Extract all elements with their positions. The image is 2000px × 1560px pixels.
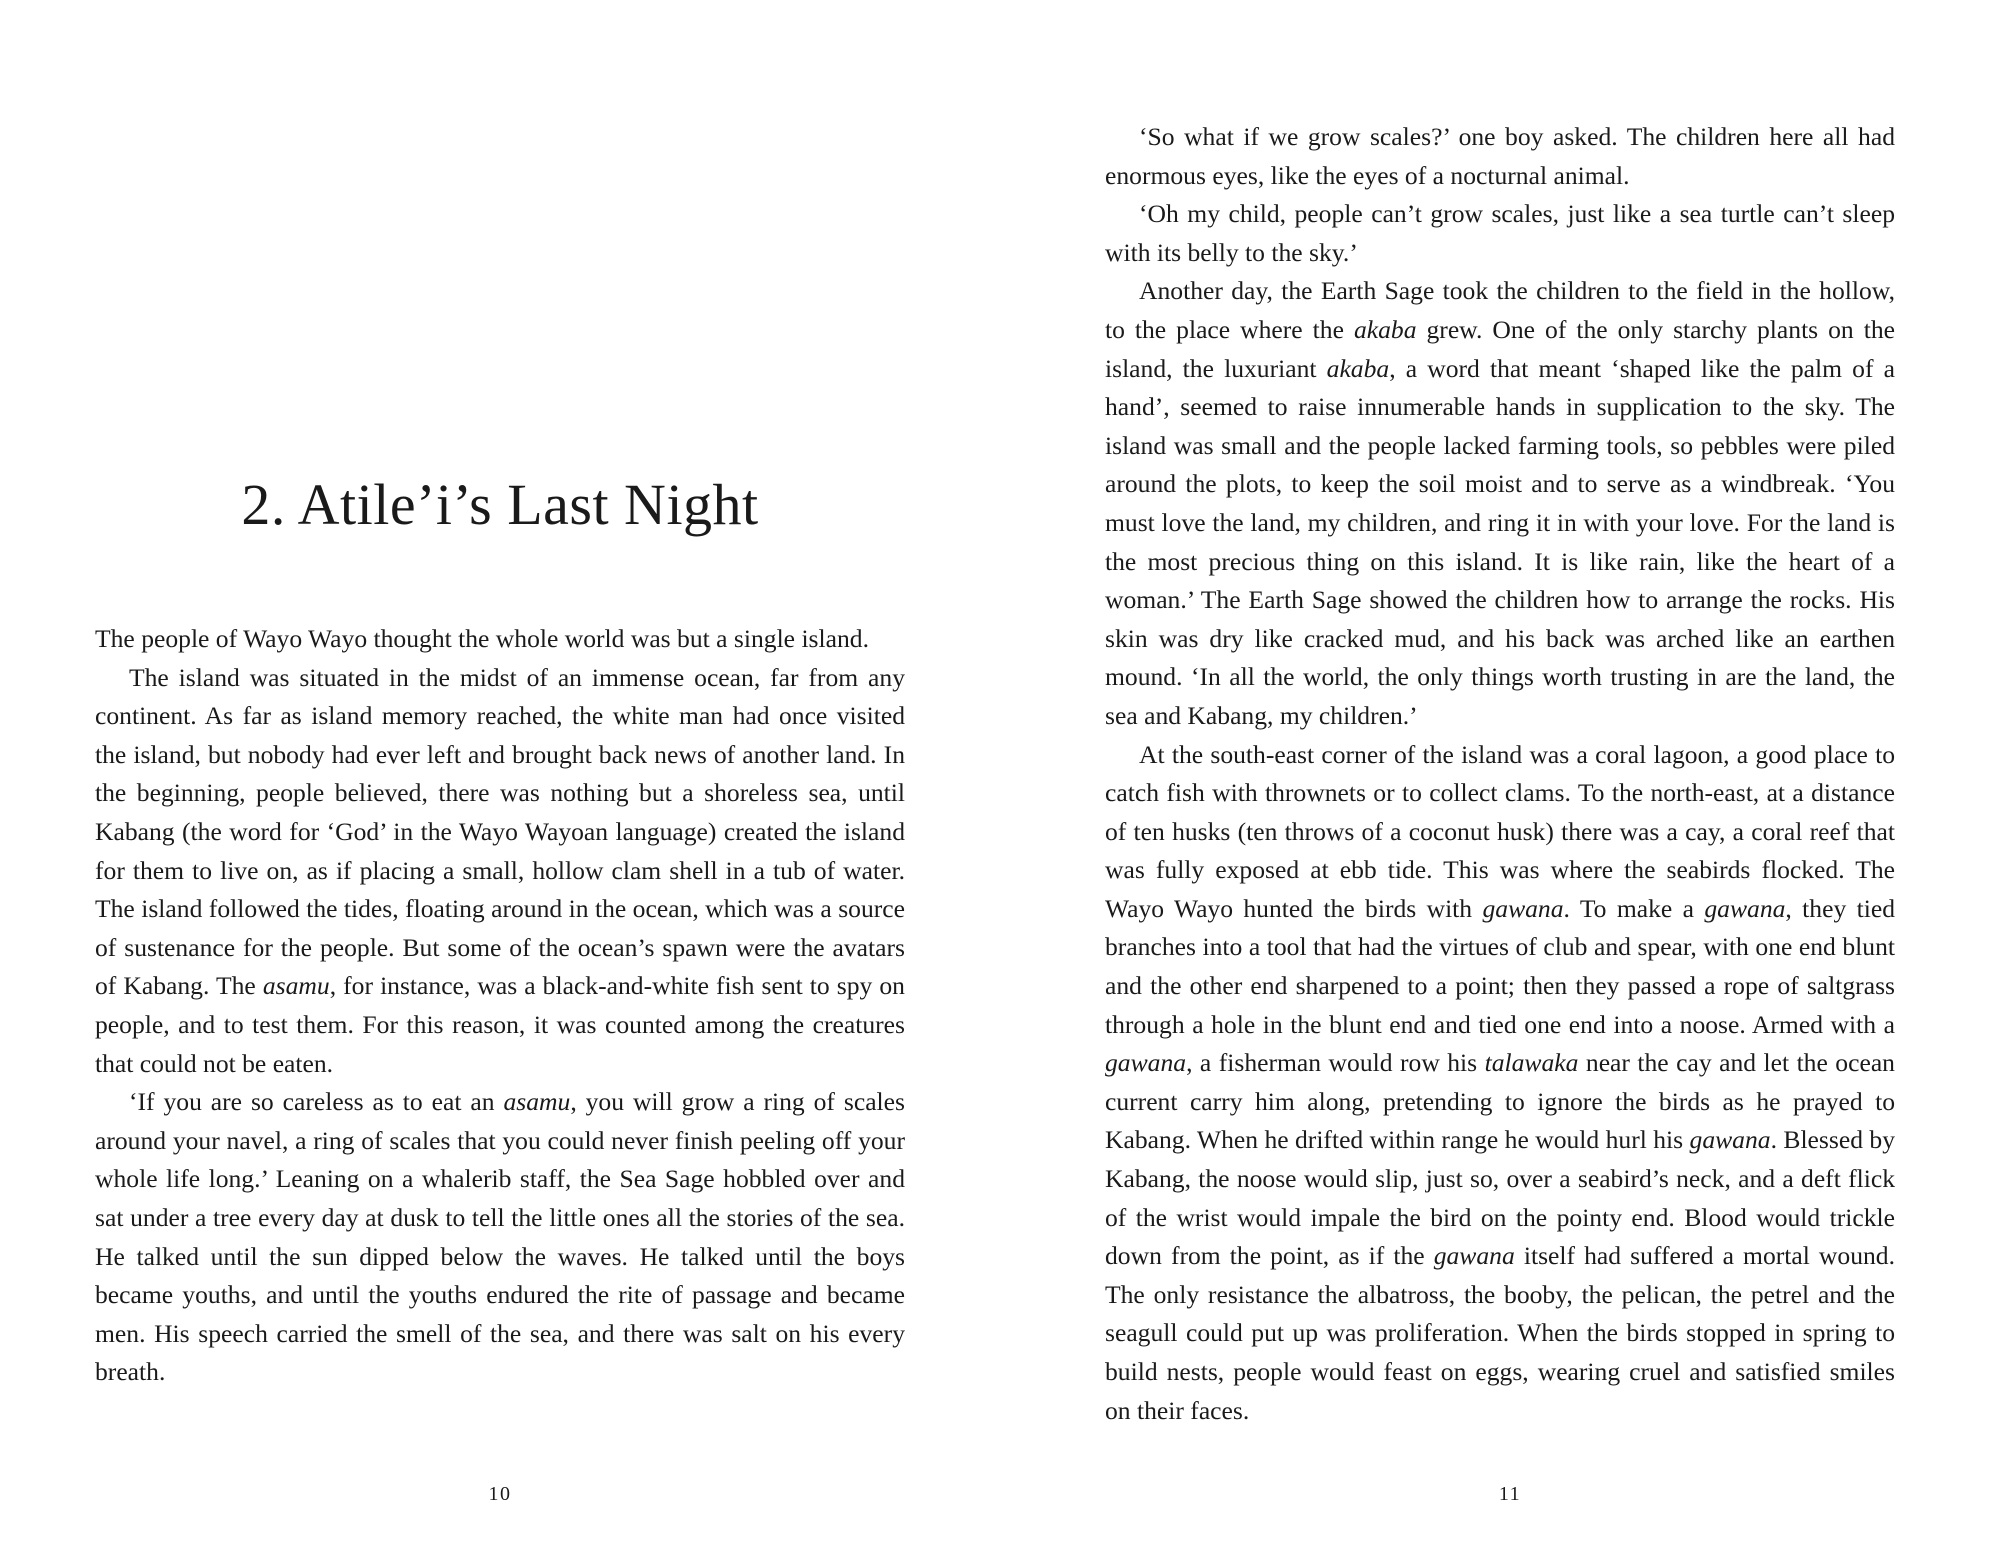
- paragraph: At the south-east corner of the island was a coral lagoon, a good place to catch fish with thrownets or to collect clams. To the north-east, at a distance of ten husks (ten throws of a coconut husk) there was a cay, a coral reef that was fully exposed at ebb tide. This was where the seabirds flocked. The Wayo Wayo hunted the birds with gawana. To make a gawana, they tied branches into a tool that had the virtues of club and spear, with one end blunt and the other end sharpened to a point; then they passed a rope of saltgrass through a hole in the blunt end and tied one end into a noose. Armed with a gawana, a fisherman would row his talawaka near the cay and let the ocean current carry him along, pretending to ignore the birds as he prayed to Kabang. When he drifted within range he would hurl his gawana. Blessed by Kabang, the noose would slip, just so, over a seabird’s neck, and a deft flick of the wrist would impale the bird on the pointy end. Blood would trickle down from the point, as if the gawana itself had suffered a mortal wound. The only resistance the albatross, the booby, the pelican, the petrel and the seagull could put up was proliferation. When the birds stopped in spring to build nests, people would feast on eggs, wearing cruel and satisfied smiles on their faces.: [1105, 739, 1895, 1425]
- italic-term: gawana: [1433, 1241, 1515, 1271]
- right-page: [1000, 0, 2000, 1560]
- italic-term: talawaka: [1484, 1048, 1579, 1078]
- italic-term: gawana: [1482, 893, 1564, 923]
- paragraph: The people of Wayo Wayo thought the whole world was but a single island.: [95, 624, 869, 653]
- italic-term: asamu: [503, 1087, 571, 1117]
- page-number: 10: [488, 1483, 512, 1505]
- right-body-text: [1105, 118, 1895, 1430]
- left-body-text: [95, 620, 905, 1392]
- italic-term: asamu: [262, 971, 330, 1001]
- paragraph: Another day, the Earth Sage took the children to the field in the hollow, to the place where the akaba grew. One of the only starchy plants on the island, the luxuriant akaba, a word that meant ‘shaped like the palm of a hand’, seemed to raise innumerable hands in supplication to the sky. The island was small and the people lacked farming tools, so pebbles were piled around the plots, to keep the soil moist and to serve as a windbreak. ‘You must love the land, my children, and ring it in with your love. For the land is the most precious thing on this island. It is like rain, like the heart of a woman.’ The Earth Sage showed the children how to arrange the rocks. His skin was dry like cracked mud, and his back was arched like an earthen mound. ‘In all the world, the only things worth trusting in are the land, the sea and Kabang, my children.’: [1105, 276, 1895, 730]
- italic-term: gawana: [1105, 1048, 1187, 1078]
- paragraph: ‘So what if we grow scales?’ one boy asked. The children here all had enormous eyes, like the eyes of a nocturnal animal.: [1105, 122, 1895, 190]
- page-number: 11: [1498, 1483, 1522, 1505]
- paragraph: ‘If you are so careless as to eat an asamu, you will grow a ring of scales around your navel, a ring of scales that you could never finish peeling off your whole life long.’ Leaning on a whalerib staff, the Sea Sage hobbled over and sat under a tree every day at dusk to tell the little ones all the stories of the sea. He talked until the sun dipped below the waves. He talked until the boys became youths, and until the youths endured the rite of passage and became men. His speech carried the smell of the sea, and there was salt on his every breath.: [95, 1087, 905, 1387]
- paragraph: ‘Oh my child, people can’t grow scales, just like a sea turtle can’t sleep with its belly to the sky.’: [1105, 199, 1895, 267]
- paragraph: The island was situated in the midst of an immense ocean, far from any continent. As far as island memory reached, the white man had once visited the island, but nobody had ever left and brought back news of another land. In the beginning, people believed, there was nothing but a shoreless sea, until Kabang (the word for ‘God’ in the Wayo Wayoan language) created the island for them to live on, as if placing a small, hollow clam shell in a tub of water. The island followed the tides, floating around in the ocean, which was a source of sustenance for the people. But some of the ocean’s spawn were the avatars of Kabang. The asamu, for instance, was a black-and-white fish sent to spy on people, and to test them. For this reason, it was counted among the creatures that could not be eaten.: [95, 662, 905, 1078]
- chapter-title: 2. Atile’i’s Last Night: [241, 472, 759, 537]
- italic-term: gawana: [1689, 1125, 1771, 1155]
- italic-term: akaba: [1353, 314, 1417, 344]
- italic-term: gawana: [1704, 893, 1786, 923]
- italic-term: akaba: [1326, 353, 1390, 383]
